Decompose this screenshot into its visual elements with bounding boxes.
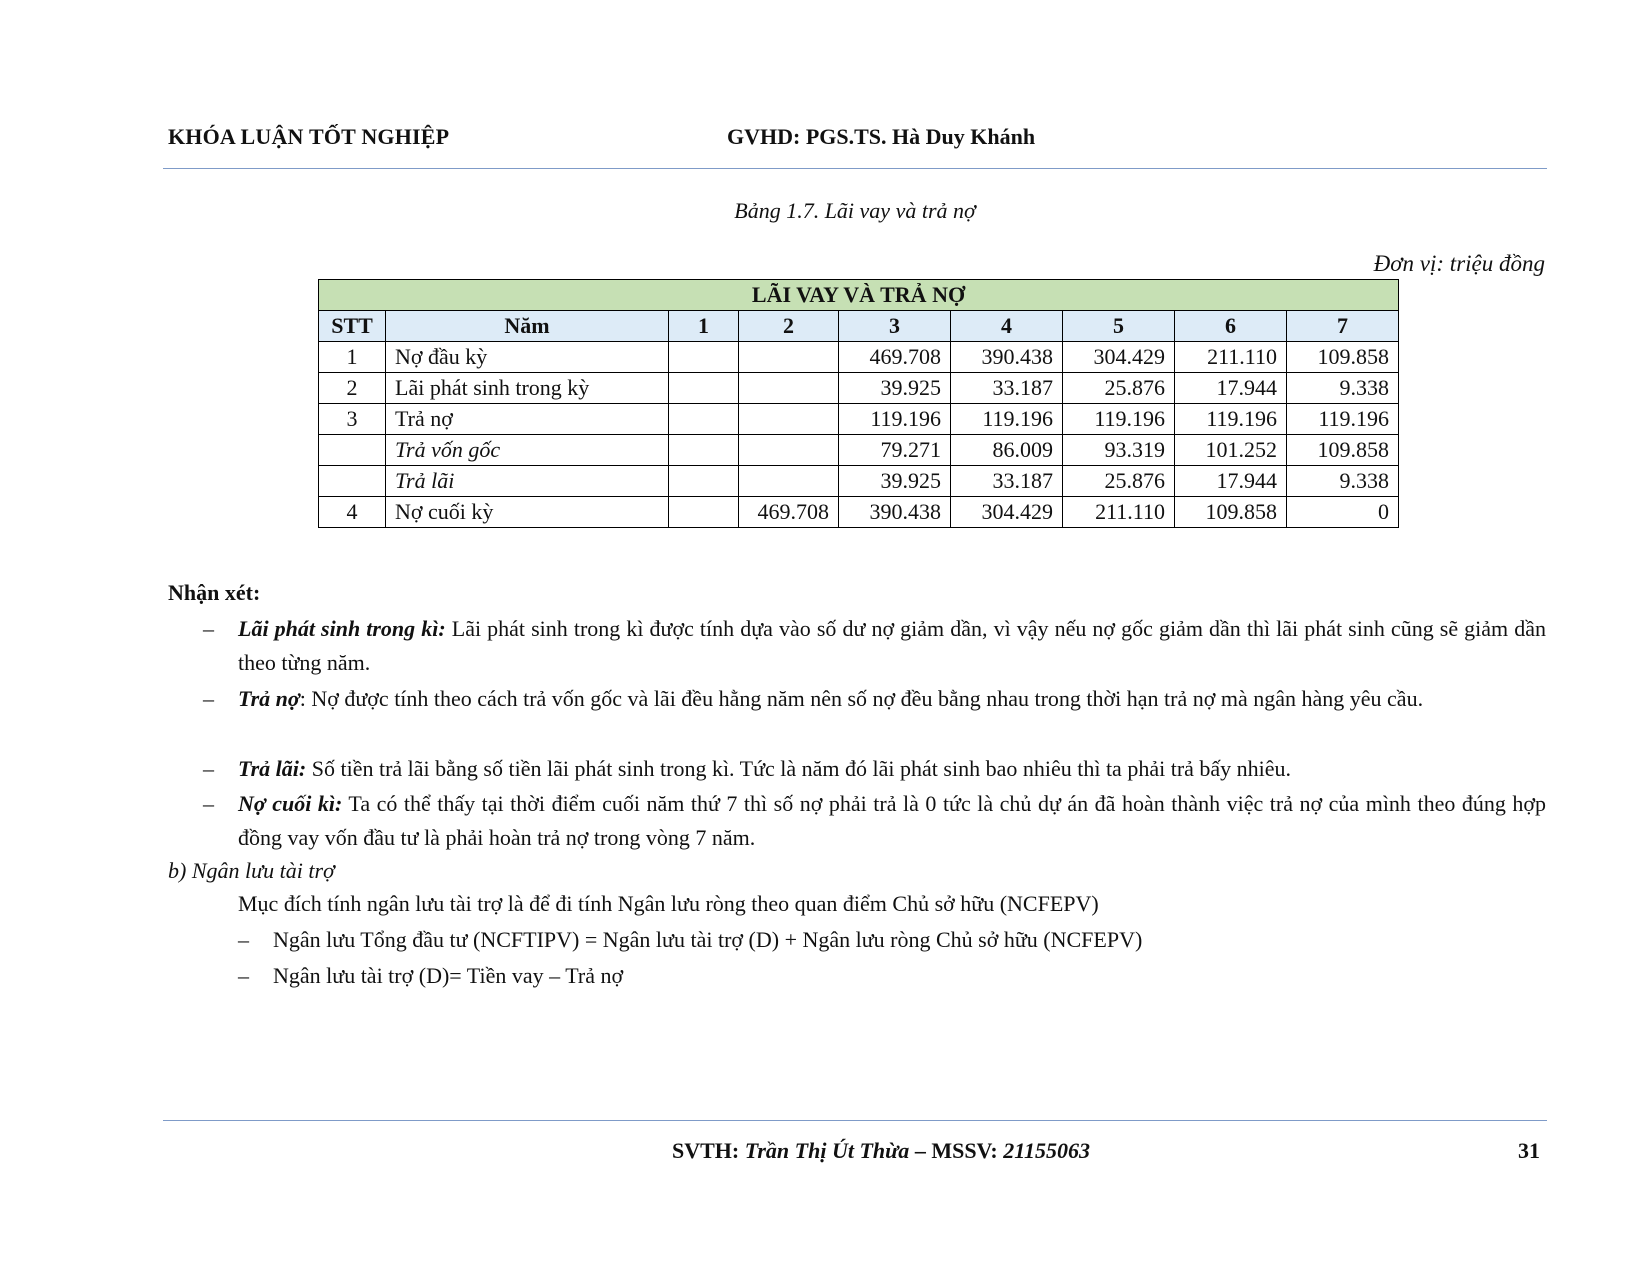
table-cell: 4 [319,497,386,528]
column-header: 2 [739,311,839,342]
table-cell [739,466,839,497]
table-unit-note: Đơn vị: triệu đồng [1373,251,1545,276]
table-row [319,373,1399,404]
table-caption: Bảng 1.7. Lãi vay và trả nợ [734,198,976,223]
section-b-paragraph: Mục đích tính ngân lưu tài trợ là để đi tính Ngân lưu ròng theo quan điểm Chủ sở hữu (NCFEPV) [238,891,1099,916]
table-cell [669,435,739,466]
remarks-title: Nhận xét: [168,580,261,605]
table-cell [669,404,739,435]
column-header: 5 [1063,311,1175,342]
remark-text: Lãi phát sinh trong kì được tính dựa vào số dư nợ giảm dần, vì vậy nếu nợ gốc giảm dần thì lãi phát sinh cũng sẽ giảm dần theo từng năm. [238,616,1546,675]
remark-item [168,682,1546,716]
remark-text: Ta có thể thấy tại thời điểm cuối năm thứ 7 thì số nợ phải trả là 0 tức là chủ dự án đã hoàn thành việc trả nợ của mình theo đúng hợp đồng vay vốn đầu tư là phải hoàn trả nợ trong vòng 7 năm. [238,791,1547,850]
formula-item [238,927,1142,953]
table-cell: 25.876 [1063,466,1175,497]
footer-divider [163,1120,1547,1121]
dash-bullet: – [203,686,214,711]
column-header: 3 [839,311,951,342]
table-cell: 390.438 [951,342,1063,373]
remark-label: Trả nợ [238,686,300,711]
column-header: 6 [1175,311,1287,342]
dash-bullet: – [203,791,214,816]
table-row [319,497,1399,528]
dash-bullet: – [203,756,214,781]
column-header: 4 [951,311,1063,342]
table-cell: 101.252 [1175,435,1287,466]
table-cell: 119.196 [1175,404,1287,435]
table-cell [319,435,386,466]
table-cell: Nợ cuối kỳ [386,497,669,528]
header-thesis-title: KHÓA LUẬN TỐT NGHIỆP [168,124,450,149]
table-cell: 109.858 [1287,435,1399,466]
table-cell: 1 [319,342,386,373]
column-header: 7 [1287,311,1399,342]
table-cell [739,342,839,373]
table-cell [739,404,839,435]
table-cell: 119.196 [1063,404,1175,435]
footer-student-name: Trần Thị Út Thừa [744,1138,910,1163]
table-cell: 0 [1287,497,1399,528]
table-cell: 469.708 [839,342,951,373]
table-cell: 17.944 [1175,466,1287,497]
table-title: LÃI VAY VÀ TRẢ NỢ [319,280,1399,311]
table-cell: 469.708 [739,497,839,528]
loan-interest-table [318,279,1399,528]
page-number: 31 [1518,1138,1540,1163]
table-cell: 109.858 [1287,342,1399,373]
footer-mssv-label: – MSSV: [909,1138,1004,1163]
table-cell: Trả nợ [386,404,669,435]
table-cell: 119.196 [1287,404,1399,435]
table-cell: Trả lãi [386,466,669,497]
formula-text: Ngân lưu tài trợ (D)= Tiền vay – Trả nợ [273,963,624,988]
column-header: Năm [386,311,669,342]
table-cell: 79.271 [839,435,951,466]
table-row [319,404,1399,435]
table-cell: 33.187 [951,373,1063,404]
remark-item [168,787,1546,855]
table-cell [669,342,739,373]
table-cell: 93.319 [1063,435,1175,466]
formula-item [238,963,623,989]
header-advisor: GVHD: PGS.TS. Hà Duy Khánh [727,124,1036,149]
table-cell: 9.338 [1287,466,1399,497]
table-cell: 86.009 [951,435,1063,466]
table-cell: 304.429 [951,497,1063,528]
table-cell: 17.944 [1175,373,1287,404]
table-cell: 25.876 [1063,373,1175,404]
table-row [319,342,1399,373]
table-cell: 304.429 [1063,342,1175,373]
table-cell: 119.196 [951,404,1063,435]
table-cell: 211.110 [1175,342,1287,373]
column-header: STT [319,311,386,342]
remark-label: Lãi phát sinh trong kì: [238,616,446,641]
table-cell: 211.110 [1063,497,1175,528]
remark-label: Trả lãi: [238,756,307,781]
formula-text: Ngân lưu Tổng đầu tư (NCFTIPV) = Ngân lưu tài trợ (D) + Ngân lưu ròng Chủ sở hữu (NCFEPV) [273,927,1143,952]
remark-label: Nợ cuối kì: [238,791,343,816]
table-cell [669,373,739,404]
table-cell: 109.858 [1175,497,1287,528]
table-cell: Nợ đầu kỳ [386,342,669,373]
remark-item [168,752,1546,786]
footer-mssv: 21155063 [1003,1138,1091,1163]
footer-student [672,1138,1090,1164]
dash-bullet: – [238,963,249,988]
table-cell [669,466,739,497]
table-cell: 2 [319,373,386,404]
table-cell [319,466,386,497]
section-b-heading: b) Ngân lưu tài trợ [168,858,335,883]
column-header: 1 [669,311,739,342]
table-cell: Trả vốn gốc [386,435,669,466]
table-cell: 390.438 [839,497,951,528]
table-cell [739,373,839,404]
table-cell: 33.187 [951,466,1063,497]
footer-svth-label: SVTH: [672,1138,745,1163]
remark-text: : Nợ được tính theo cách trả vốn gốc và lãi đều hằng năm nên số nợ đều bằng nhau trong thời hạn trả nợ mà ngân hàng yêu cầu. [299,686,1424,711]
table-cell [669,497,739,528]
table-row [319,466,1399,497]
table-row [319,435,1399,466]
table-cell: Lãi phát sinh trong kỳ [386,373,669,404]
table-cell [739,435,839,466]
remark-text: Số tiền trả lãi bằng số tiền lãi phát sinh trong kì. Tức là năm đó lãi phát sinh bao nhiêu thì ta phải trả bấy nhiêu. [306,756,1292,781]
remark-item [168,612,1546,680]
table-cell: 39.925 [839,373,951,404]
table-cell: 39.925 [839,466,951,497]
dash-bullet: – [203,616,214,641]
table-cell: 9.338 [1287,373,1399,404]
dash-bullet: – [238,927,249,952]
table-cell: 119.196 [839,404,951,435]
table-cell: 3 [319,404,386,435]
header-divider [163,168,1547,169]
